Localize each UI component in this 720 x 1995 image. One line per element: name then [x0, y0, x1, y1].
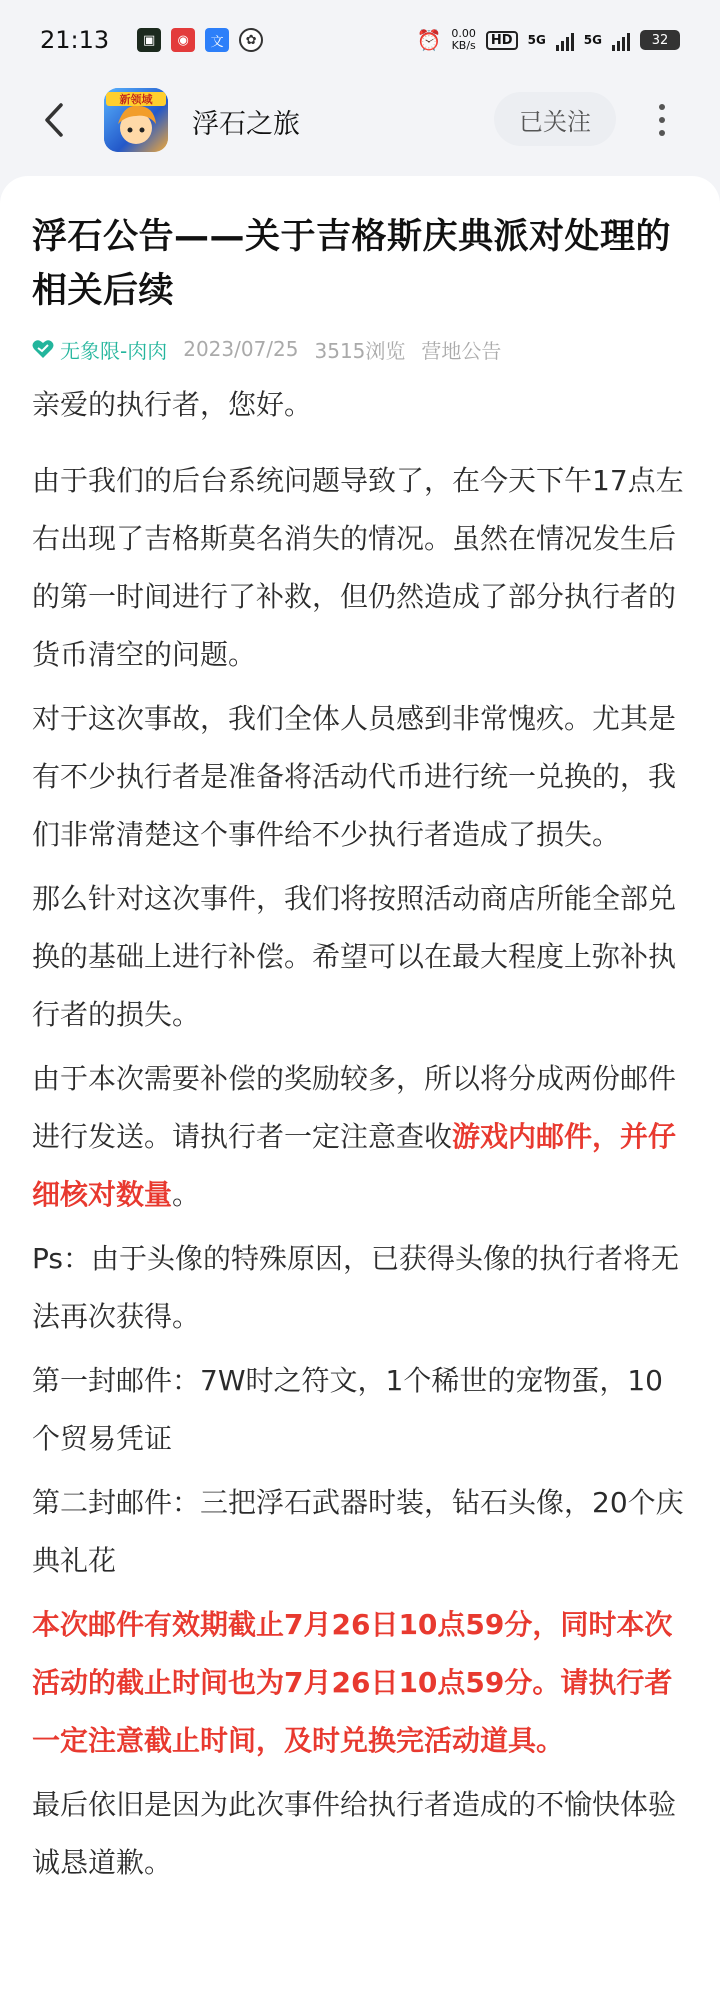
- network-type: 5G: [583, 33, 602, 47]
- net-speed: 0.00 KB/s: [451, 27, 476, 52]
- paragraph-text: 。: [172, 1178, 201, 1211]
- app-name[interactable]: 浮石之旅: [192, 109, 300, 140]
- signal-icon: [556, 29, 574, 51]
- status-indicators: [417, 28, 680, 52]
- signal-icon: [612, 29, 630, 51]
- follow-button[interactable]: 已关注: [494, 92, 616, 146]
- author-name: 无象限-肉肉: [60, 338, 168, 363]
- heart-badge-icon: [32, 339, 54, 359]
- more-vertical-icon: [659, 104, 665, 136]
- article-category[interactable]: 营地公告: [421, 338, 502, 363]
- article-date: 2023/07/25: [183, 337, 299, 361]
- paragraph: 第二封邮件：三把浮石武器时装，钻石头像，20个庆典礼花: [32, 1486, 684, 1577]
- paragraph: 那么针对这次事件，我们将按照活动商店所能全部兑换的基础上进行补偿。希望可以在最大程度上弥补执行者的损失。: [32, 882, 677, 1031]
- back-button[interactable]: [34, 98, 74, 142]
- paragraph: Ps：由于头像的特殊原因，已获得头像的执行者将无法再次获得。: [32, 1242, 679, 1333]
- app-notification-icon: ✿: [239, 28, 263, 52]
- network-type: 5G: [527, 33, 546, 47]
- status-time: 21:13: [40, 26, 110, 54]
- more-button[interactable]: [644, 96, 680, 144]
- paragraph: 对于这次事故，我们全体人员感到非常愧疚。尤其是有不少执行者是准备将活动代币进行统一兑换的，我们非常清楚这个事件给不少执行者造成了损失。: [32, 702, 677, 851]
- app-logo[interactable]: [104, 88, 168, 152]
- paragraph: 最后依旧是因为此次事件给执行者造成的不愉快体验诚恳道歉。: [32, 1788, 677, 1879]
- paragraph: 由于我们的后台系统问题导致了，在今天下午17点左右出现了吉格斯莫名消失的情况。虽然在情况发生后的第一时间进行了补救，但仍然造成了部分执行者的货币清空的问题。: [32, 464, 684, 671]
- article-title: 浮石公告——关于吉格斯庆典派对处理的相关后续: [32, 217, 672, 311]
- article-card: [0, 176, 720, 1995]
- author-link[interactable]: [32, 335, 167, 364]
- article-body: [32, 376, 688, 1892]
- chevron-left-icon: [43, 102, 65, 138]
- app-notification-icon: ▣: [137, 28, 161, 52]
- page-header: [0, 84, 720, 156]
- status-bar: [0, 0, 720, 80]
- alarm-icon: ⏰: [416, 28, 442, 52]
- paragraph: [32, 1050, 688, 1224]
- app-logo-text: 新领域: [119, 93, 153, 106]
- paragraph: 第一封邮件：7W时之符文，1个稀世的宠物蛋，10个贸易凭证: [32, 1364, 663, 1455]
- app-notification-icon: 文: [205, 28, 229, 52]
- article-meta: [32, 332, 688, 366]
- app-notification-icon: ◉: [171, 28, 195, 52]
- hd-icon: HD: [486, 31, 518, 50]
- paragraph-text: 由于本次需要补偿的奖励较多，所以将分成两份邮件进行发送。请执行者一定注意查收: [32, 1062, 677, 1153]
- highlight-text: 游戏内邮件，并仔细核对数量: [32, 1120, 677, 1211]
- notification-icons: [137, 28, 263, 52]
- paragraph: 亲爱的执行者，您好。: [32, 388, 313, 421]
- highlight-paragraph: 本次邮件有效期截止7月26日10点59分，同时本次活动的截止时间也为7月26日10点59分。请执行者一定注意截止时间，及时兑换完活动道具。: [32, 1608, 673, 1757]
- article-views: 3515浏览: [314, 338, 406, 363]
- battery-icon: 32: [640, 30, 680, 50]
